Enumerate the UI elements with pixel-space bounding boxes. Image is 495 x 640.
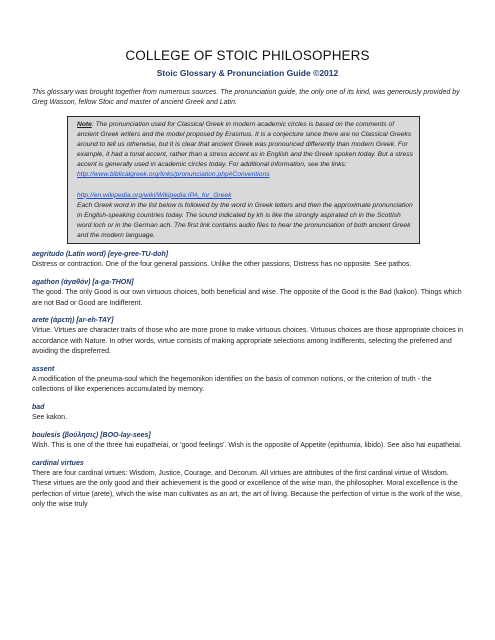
note-text: : The pronunciation used for Classical Greek in modern academic circles is based on the comments of ancient Greek writers and the model proposed by Erasmus. It is a conjecture since there are no Classical Greeks around to tell us otherwise, but it is clear that ancient Greek was pronounced differently than modern Greek. For example, it had a tonal accent, rather than a stress accent as in English and the Greek spoken today. But a stress accent is generally used in academic circles today. For additional information, see the links: <box>77 121 413 169</box>
entry-definition: The good. The only Good is our own virtuous choices, both beneficial and wise. The opposite of the Good is the Bad (kakon). Things which are not Bad or Good are Indifferent. <box>32 289 462 307</box>
glossary-entry <box>32 365 464 396</box>
glossary-entry <box>32 316 464 358</box>
entry-definition: Distress or contraction. One of the four general passions. Unlike the other passions, Distress has no opposite. See pathos. <box>32 261 412 269</box>
entry-term: boulesis (βούλησις) [BOO-lay-sees] <box>32 431 151 439</box>
note-explanation: Each Greek word in the list below is followed by the word in Greek letters and then the approximate pronunciation in English-speaking countries today. The sound indicated by kh is like the strongly aspirated ch in the Scottish word loch or in the German ach. The first link contains audio files to hear the pronunciation of both ancient Greek and the modern language. <box>77 201 413 239</box>
pronunciation-note-box <box>67 116 420 244</box>
glossary-entry <box>32 459 464 511</box>
note-label: Note <box>77 121 92 128</box>
entry-definition: A modification of the pneuma-soul which the hegemonikon identifies on the basis of common notions, or the criterion of truth - the collections of like experiences accumulated by memory. <box>32 376 432 394</box>
document-title: COLLEGE OF STOIC PHILOSOPHERS <box>125 48 370 63</box>
entry-term: bad <box>32 403 45 411</box>
entry-definition: See kakon. <box>32 414 68 422</box>
ipa-link-line <box>77 191 414 201</box>
entry-definition: Wish. This is one of the three hai eupatheiai, or 'good feelings'. Wish is the opposite of Appetite (epithumia, libido). See also hai eupatheiai. <box>32 442 462 450</box>
entry-term: agathon (ἀγαθόν) [a-ga-THON] <box>32 278 134 286</box>
note-spacer <box>77 181 414 191</box>
glossary-entry <box>32 403 464 424</box>
ipa-greek-link[interactable]: http://en.wikipedia.org/wiki/Wikipedia:IPA_for_Greek <box>77 191 232 199</box>
entry-term: assent <box>32 365 55 373</box>
entry-term: cardinal virtues <box>32 459 84 467</box>
entry-definition: There are four cardinal virtues: Wisdom, Justice, Courage, and Decorum. All virtues are attributes of the first cardinal virtue of Wisdom. These virtues are the only good and their achievement is the good or excellence of the wise man, the philosopher. Moral excellence is the perfection of virtue (arete), which the wise man cultivates as an art, the art of living. Because the perfection of virtue is the work of the wise, only the wise truly <box>32 469 462 509</box>
entry-term: aegritudo (Latin word) [eye-gree-TU-doh] <box>32 251 169 258</box>
document-subtitle: Stoic Glossary & Pronunciation Guide ©2012 <box>156 68 339 78</box>
glossary-entry <box>32 431 464 452</box>
entry-definition: Virtue. Virtues are character traits of those who are more prone to make virtuous choices. Virtuous choices are those appropriate choices in accordance with Nature. In other words, virtue consists of making appropriate selections among Indifferents, selecting the preferred and avoiding the dispreferred. <box>32 327 464 356</box>
note-link-line <box>77 170 414 180</box>
glossary-entry <box>32 250 464 271</box>
pronunciation-link[interactable]: http://www.biblicalgreek.org/links/pronunciation.php#Conventions <box>77 171 270 179</box>
intro-paragraph: This glossary was brought together from numerous sources. The pronunciation guide, the only one of its kind, was generously provided by Greg Wasson, fellow Stoic and master of ancient Greek and Latin. <box>32 89 460 107</box>
note-paragraph <box>77 120 414 170</box>
glossary-entries <box>32 250 464 518</box>
glossary-entry <box>32 278 464 309</box>
entry-term: arete (ἀρετή) [ar-eh-TAY] <box>32 317 114 325</box>
